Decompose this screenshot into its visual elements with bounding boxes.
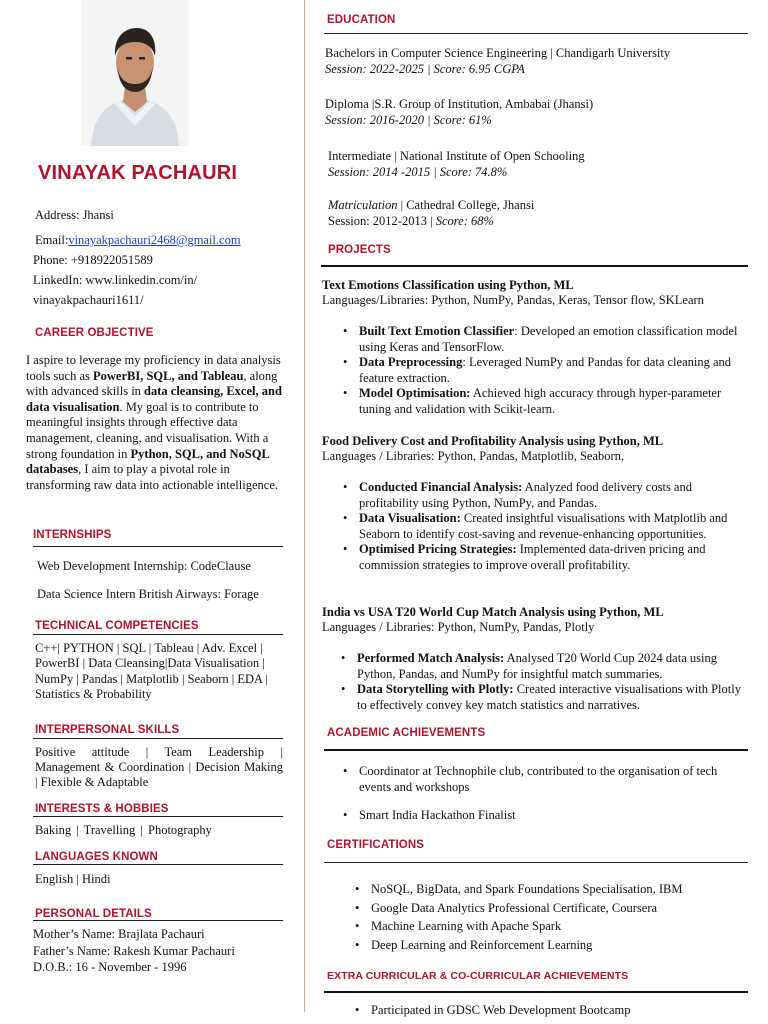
certifications-heading: CERTIFICATIONS	[327, 839, 425, 851]
certification-item: • Deep Learning and Reinforcement Learning	[371, 936, 741, 955]
linkedin-line-1: LinkedIn: www.linkedin.com/in/	[33, 273, 198, 287]
email-label: Email:	[35, 233, 69, 247]
career-text-part: , I aim to play a pivotal role in transforming raw data into actionable intelligence.	[26, 462, 278, 492]
internship-item: Web Development Internship: CodeClause	[37, 559, 251, 573]
mother-name: Mother’s Name: Brajlata Pachauri	[33, 927, 205, 941]
education-item	[328, 149, 585, 180]
interests-rule	[33, 816, 283, 817]
profile-photo	[81, 0, 189, 146]
project-bullets	[359, 324, 741, 417]
career-text-part: I aspire to leverage my proficiency in data analysis tools such as	[26, 353, 281, 383]
certifications-rule	[324, 862, 748, 863]
education-item	[328, 198, 534, 229]
column-divider	[304, 0, 305, 1012]
languages-text: English | Hindi	[35, 872, 111, 886]
candidate-name: VINAYAK PACHAURI	[38, 162, 238, 184]
bullet-bold: Built Text Emotion Classifier	[359, 324, 515, 338]
education-session: Session: 2016-2020 | Score: 61%	[325, 112, 492, 127]
extra-curricular-item: • Participated in GDSC Web Development Bootcamp	[371, 1003, 741, 1019]
bullet-bold: Data Visualisation:	[359, 511, 461, 525]
linkedin-line-2: vinayakpachauri1611/	[33, 293, 144, 307]
education-degree-italic: Matriculation	[328, 198, 398, 212]
technical-competencies-text: C++| PYTHON | SQL | Tableau | Adv. Excel | PowerBI | Data Cleansing|Data Visualisation | NumPy | Pandas | Matplotlib | Seaborn | EDA | Statistics & Probability	[35, 641, 268, 702]
project-bullet	[359, 542, 743, 573]
personal-rule	[33, 920, 283, 921]
project-bullets	[359, 480, 743, 573]
interpersonal-rule	[33, 738, 283, 739]
project-bullet	[359, 386, 741, 417]
extra-curricular-heading: EXTRA CURRICULAR & CO-CURRICULAR ACHIEVEMENTS	[327, 970, 629, 982]
bullet-text: Created insightful visualisations with Matplotlib and Seaborn to identify cost-saving and revenue-enhancing opportunities.	[359, 511, 728, 541]
projects-heading: PROJECTS	[328, 244, 391, 256]
project-bullets	[357, 651, 741, 713]
career-objective-heading: CAREER OBJECTIVE	[35, 327, 154, 339]
project-title: Food Delivery Cost and Profitability Analysis using Python, ML	[322, 434, 664, 448]
bullet-bold: Data Preprocessing	[359, 355, 463, 369]
bullet-text: : Leveraged NumPy and Pandas for data cleaning and feature extraction.	[359, 355, 732, 385]
career-bold-part: Python, SQL, and NoSQL databases	[26, 446, 270, 477]
project-bullet	[359, 511, 743, 542]
languages-rule	[33, 864, 283, 865]
education-session: Session: 2022-2025 | Score: 6.95 CGPA	[325, 61, 525, 76]
certifications-list	[371, 880, 741, 954]
technical-competencies-heading: TECHNICAL COMPETENCIES	[35, 620, 199, 632]
education-item	[325, 46, 670, 77]
education-heading: EDUCATION	[327, 14, 396, 26]
certification-item: • NoSQL, BigData, and Spark Foundations Specialisation, IBM	[371, 880, 741, 899]
email-line	[35, 233, 241, 249]
father-name: Father’s Name: Rakesh Kumar Pachauri	[33, 944, 235, 958]
certification-item: • Google Data Analytics Professional Certificate, Coursera	[371, 899, 741, 918]
person-portrait-icon	[81, 0, 189, 146]
education-degree-rest: | Cathedral College, Jhansi	[397, 198, 535, 212]
career-bold-part: data cleansing, Excel, and data visualisation	[26, 384, 282, 414]
education-rule	[324, 33, 748, 34]
internship-item: Data Science Intern British Airways: Forage	[37, 587, 259, 601]
bullet-text: Implemented data-driven pricing and commission strategies to improve overall profitability.	[359, 542, 706, 572]
bullet-text: Analyzed food delivery costs and profitability using Python, NumPy, and Pandas.	[359, 480, 692, 510]
interests-text: Baking | Travelling | Photography	[35, 823, 212, 837]
internships-heading: INTERNSHIPS	[33, 529, 112, 541]
career-objective-text	[26, 353, 282, 493]
project-title: India vs USA T20 World Cup Match Analysis using Python, ML	[322, 605, 664, 619]
education-score-italic: Score: 68%	[435, 213, 494, 228]
education-session: Session: 2014 -2015 | Score: 74.8%	[328, 164, 508, 179]
education-degree: Diploma |S.R. Group of Institution, Ambabai (Jhansi)	[325, 97, 594, 111]
bullet-bold: Data Storytelling with Plotly:	[357, 682, 514, 696]
bullet-bold: Performed Match Analysis:	[357, 651, 505, 665]
bullet-bold: Optimised Pricing Strategies:	[359, 542, 517, 556]
project-title: Text Emotions Classification using Python, ML	[322, 278, 574, 292]
project-bullet	[359, 480, 743, 511]
project-libraries: Languages/Libraries: Python, NumPy, Pandas, Keras, Tensor flow, SKLearn	[322, 293, 704, 307]
education-degree	[328, 198, 534, 214]
project-bullet	[357, 651, 741, 682]
interpersonal-skills-text: Positive attitude | Team Leadership | Management & Coordination | Decision Making | Flexible & Adaptable	[35, 745, 283, 790]
phone-text: Phone: +918922051589	[33, 253, 153, 267]
internships-rule	[33, 546, 283, 547]
academic-list	[359, 764, 739, 824]
career-bold-part: PowerBI, SQL, and Tableau	[93, 368, 244, 383]
bullet-bold: Conducted Financial Analysis:	[359, 480, 523, 494]
technical-rule	[33, 634, 283, 635]
career-text-part: . My goal is to contribute to meaningful insights through effective data management, cleaning, and visualisation. With a strong foundation in	[26, 399, 269, 461]
projects-rule	[321, 265, 748, 267]
project-libraries: Languages / Libraries: Python, Pandas, Matplotlib, Seaborn,	[322, 449, 625, 463]
personal-details-heading: PERSONAL DETAILS	[35, 908, 152, 920]
bullet-text: Analysed T20 World Cup 2024 data using Python, Pandas, and NumPy for insightful match summaries.	[357, 651, 717, 681]
academic-achievements-heading: ACADEMIC ACHIEVEMENTS	[327, 727, 486, 739]
address-text: Address: Jhansi	[35, 208, 114, 222]
academic-item: • Coordinator at Technophile club, contributed to the organisation of tech events and workshops	[359, 764, 739, 795]
extra-curricular-rule	[324, 991, 748, 993]
email-link[interactable]: vinayakpachauri2468@gmail.com	[68, 233, 241, 247]
academic-rule	[324, 749, 748, 751]
education-session-plain: Session: 2012-2013 |	[328, 213, 436, 228]
education-degree: Intermediate | National Institute of Open Schooling	[328, 149, 585, 163]
bullet-bold: Model Optimisation:	[359, 386, 471, 400]
education-item	[325, 97, 593, 128]
date-of-birth: D.O.B.: 16 - November - 1996	[33, 960, 187, 974]
interpersonal-skills-heading: INTERPERSONAL SKILLS	[35, 724, 180, 736]
project-bullet	[359, 355, 741, 386]
languages-heading: LANGUAGES KNOWN	[35, 851, 158, 863]
project-bullet	[359, 324, 741, 355]
academic-item: • Smart India Hackathon Finalist	[359, 808, 739, 824]
bullet-text: Created interactive visualisations with Plotly to effectively convey key match statistics and narratives.	[357, 682, 741, 712]
extra-curricular-list	[371, 1003, 741, 1019]
career-text-part: , along with advanced skills in	[26, 368, 278, 399]
certification-item: • Machine Learning with Apache Spark	[371, 917, 741, 936]
project-bullet	[357, 682, 741, 713]
project-libraries: Languages / Libraries: Python, NumPy, Pandas, Plotly	[322, 620, 595, 634]
education-degree: Bachelors in Computer Science Engineering | Chandigarh University	[325, 46, 671, 60]
interests-heading: INTERESTS & HOBBIES	[35, 803, 169, 815]
education-session	[328, 214, 534, 230]
bullet-text: Achieved high accuracy through hyper-parameter tuning and validation with Scikit-learn.	[359, 386, 722, 416]
bullet-text: : Developed an emotion classification model using Keras and TensorFlow.	[359, 324, 738, 354]
